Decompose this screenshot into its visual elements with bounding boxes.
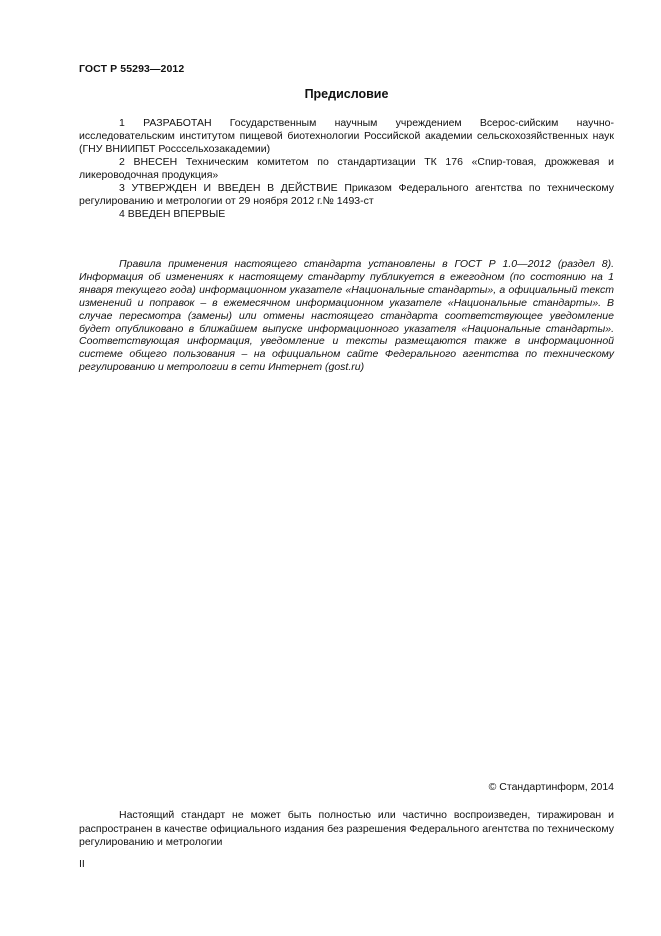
foreword-title-text: Предисловие bbox=[304, 87, 389, 101]
standard-code: ГОСТ Р 55293—2012 bbox=[79, 63, 185, 75]
page-number: II bbox=[79, 858, 85, 870]
foreword-title bbox=[79, 87, 614, 101]
reproduction-notice bbox=[79, 809, 614, 850]
foreword-items bbox=[79, 117, 614, 221]
foreword-item-approved: 3 УТВЕРЖДЕН И ВВЕДЕН В ДЕЙСТВИЕ Приказом Федерального агентства по техническому регулированию и метрологии от 29 ноября 2012 г.№ 1493-ст bbox=[79, 182, 614, 207]
application-rules-notice bbox=[79, 258, 614, 374]
foreword-item-developed: 1 РАЗРАБОТАН Государственным научным учреждением Всерос-сийским научно-исследовательским институтом пищевой биотехнологии Российской академии сельскохозяйственных наук (ГНУ ВНИИПБТ Росссельхозакадемии) bbox=[79, 117, 614, 155]
reproduction-notice-text: Настоящий стандарт не может быть полностью или частично воспроизведен, тиражирован и распространен в качестве официального издания без разрешения Федерального агентства по техническому регулированию и метрологии bbox=[79, 809, 614, 848]
foreword-item-introduced: 2 ВНЕСЕН Техническим комитетом по стандартизации ТК 176 «Спир-товая, дрожжевая и ликероводочная продукция» bbox=[79, 156, 614, 181]
foreword-item-first-introduced: 4 ВВЕДЕН ВПЕРВЫЕ bbox=[119, 208, 226, 220]
copyright-line: © Стандартинформ, 2014 bbox=[488, 781, 614, 793]
application-rules-text: Правила применения настоящего стандарта установлены в ГОСТ Р 1.0—2012 (раздел 8). Информация об изменениях к настоящему стандарту публикуется в ежегодном (по состоянию на 1 января текущего года) информационном указателе «Национальные стандарты», а официальный текст изменений и поправок – в ежемесячном информационном указателе «Национальные стандарты». В случае пересмотра (замены) или отмены настоящего стандарта соответствующее уведомление будет опубликовано в ближайшем выпуске информационного указателя «Национальные стандарты». Соответствующая информация, уведомление и тексты размещаются также в информационной системе общего пользования – на официальном сайте Федерального агентства по техническому регулированию и метрологии в сети Интернет (gost.ru) bbox=[79, 258, 614, 374]
